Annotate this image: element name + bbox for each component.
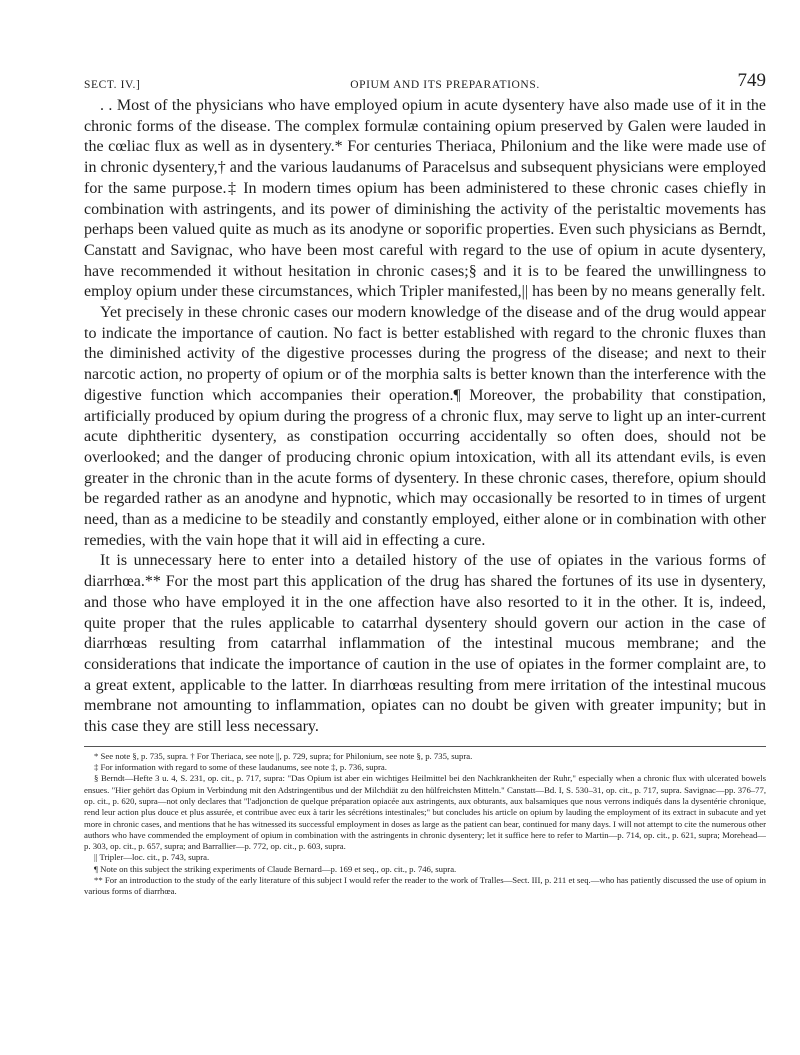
- paragraph-diarrhoea: It is unnecessary here to enter into a detailed history of the use of opiates in the various forms of diarrhœa.** For the most part this application of the drug has shared the fortunes of its use in dysentery, and those who have employed it in the one affection have also resorted to it in the other. It is, indeed, quite proper that the rules applicable to catarrhal dysentery should govern our action in the case of diarrhœas resulting from catarrhal inflammation of the intestinal mucous membrane; and the considerations that indicate the importance of caution in the use of opiates in the former complaint are, to a great extent, applicable to the latter. In diarrhœas resulting from mere irritation of the intestinal mucous membrane not amounting to inflammation, opiates can no doubt be given with greater impunity; but in this case they are still less necessary.: [84, 552, 766, 736]
- section-label: SECT. IV.]: [84, 79, 141, 91]
- footnote: * See note §, p. 735, supra. † For Theriaca, see note ||, p. 729, supra; for Philonium, see note §, p. 735, supra.: [94, 750, 473, 761]
- footnote: ‡ For information with regard to some of these laudanums, see note ‡, p. 736, supra.: [94, 762, 387, 773]
- footnotes: [84, 751, 766, 898]
- footnote: § Berndt—Hefte 3 u. 4, S. 231, op. cit., p. 717, supra: "Das Opium ist aber ein wichtiges Heilmittel bei den Nachkrankheiten der Ruhr," especially when a chronic flux with ulcerated bowels ensues. "Hier gehört das Opium in Verbindung mit den Adstringentibus und der Milchdiät zu den hülfreichsten Mitteln." Canstatt—Bd. I, S. 530–31, op. cit., p. 717, supra. Savignac—pp. 376–77, op. cit., p. 620, supra—not only declares that "l'adjonction de quelque préparation opiacée aux astringents, aux obturants, aux balsamiques que nous verrons indiqués dans la dysentérie chronique, rend leur action plus douce et plus assurée, et contribue avec eux à tarir les sécrétions intestinales;" but concludes his article on opium by lauding the employment of its extract in subacute and yet more in chronic cases, and mentions that he has witnessed its successful employment in doses as large as the patient can bear, continued for many days. I will not attempt to cite the numerous other authors who have commended the employment of opium in combination with the astringents in chronic dysentery; let it suffice here to refer to Martin—p. 714, op. cit., p. 621, supra; Morehead—p. 303, op. cit., p. 657, supra; and Barrallier—p. 772, op. cit., p. 603, supra.: [84, 773, 767, 852]
- page-number: 749: [737, 70, 766, 91]
- body-text: [84, 96, 766, 738]
- footnote: ** For an introduction to the study of the early literature of this subject I would refer the reader to the work of Tralles—Sect. III, p. 211 et seq.—who has patiently discussed the use of opium in various forms of diarrhœa.: [84, 875, 766, 897]
- paragraph-chronic-dysentery: . . Most of the physicians who have employed opium in acute dysentery have also made use of it in the chronic forms of the disease. The complex formulæ containing opium preserved by Galen were lauded in the cœliac flux as well as in dysentery.* For centuries Theriaca, Philonium and the like were made use of in chronic dysentery,† and the various laudanums of Paracelsus and subsequent physicians were employed for the same purpose.‡ In modern times opium has been administered to these chronic cases chiefly in combination with astringents, and its power of diminishing the activity of the peristaltic movements has perhaps been valued quite as much as its anodyne or soporific properties. Even such physicians as Berndt, Canstatt and Savignac, who have been most careful with regard to the use of opium in acute dysentery, have recommended it without hesitation in chronic cases;§ and it is to be feared the unwillingness to employ opium under these circumstances, which Tripler manifested,|| has been by no means generally felt.: [84, 97, 766, 301]
- footnote: || Tripler—loc. cit., p. 743, supra.: [94, 852, 210, 863]
- footnote-divider: [84, 746, 766, 747]
- running-head: [84, 62, 766, 96]
- running-title: OPIUM AND ITS PREPARATIONS.: [350, 79, 540, 91]
- book-page: [84, 62, 766, 1022]
- paragraph-caution: Yet precisely in these chronic cases our modern knowledge of the disease and of the drug would appear to indicate the importance of caution. No fact is better established with regard to the chronic fluxes than the diminished activity of the digestive processes during the progress of the disease; and next to their narcotic action, no property of opium or of the morphia salts is better known than the interference with the digestive function which accompanies their operation.¶ Moreover, the probability that constipation, artificially produced by opium during the progress of a chronic flux, may serve to light up an inter-current acute diphtheritic dysentery, as constipation occurring accidentally so often does, should not be overlooked; and the danger of producing chronic opium intoxication, with all its attendant evils, is even greater in the chronic than in the acute forms of dysentery. In these chronic cases, therefore, opium should be regarded rather as an anodyne and hypnotic, which may occasionally be resorted to in times of urgent need, than as a medicine to be steadily and constantly employed, either alone or in combination with other remedies, with the vain hope that it will aid in effecting a cure.: [84, 304, 766, 549]
- footnote: ¶ Note on this subject the striking experiments of Claude Bernard—p. 169 et seq., op. cit., p. 746, supra.: [94, 863, 457, 874]
